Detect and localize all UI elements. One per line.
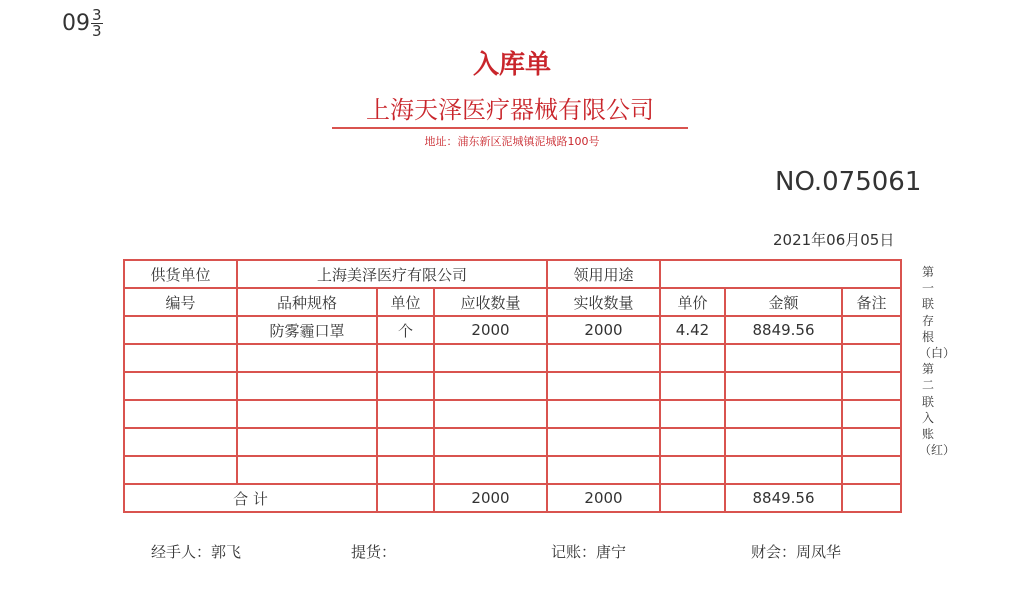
cell-actual-qty: 2000	[547, 316, 660, 344]
cell-spec: 防雾霾口罩	[237, 316, 377, 344]
usage-value	[660, 260, 901, 288]
total-note	[842, 484, 901, 512]
code-numerator: 3	[92, 6, 102, 24]
cell-amount	[725, 428, 842, 456]
cell-amount	[725, 344, 842, 372]
cell-expected-qty	[434, 400, 547, 428]
total-amount: 8849.56	[725, 484, 842, 512]
cell-amount	[725, 372, 842, 400]
cell-spec	[237, 428, 377, 456]
cell-actual-qty	[547, 400, 660, 428]
total-actual-qty: 2000	[547, 484, 660, 512]
header-row	[124, 288, 901, 316]
table-row	[124, 400, 901, 428]
cell-price	[660, 400, 725, 428]
cell-note	[842, 456, 901, 484]
handler-signature: 经手人：郭飞	[151, 543, 242, 561]
cell-unit	[377, 372, 434, 400]
col-header-spec: 品种规格	[237, 288, 377, 316]
cell-note	[842, 428, 901, 456]
cell-amount	[725, 400, 842, 428]
cell-price	[660, 456, 725, 484]
cell-number	[124, 400, 237, 428]
cell-spec	[237, 400, 377, 428]
cell-expected-qty	[434, 456, 547, 484]
col-header-expected-qty: 应收数量	[434, 288, 547, 316]
code-denominator: 3	[92, 22, 102, 40]
supplier-row	[124, 260, 901, 288]
supplier-label: 供货单位	[124, 260, 237, 288]
cell-unit	[377, 344, 434, 372]
total-label: 合 计	[124, 484, 377, 512]
cell-price	[660, 344, 725, 372]
cell-actual-qty	[547, 456, 660, 484]
table-row	[124, 344, 901, 372]
cell-expected-qty	[434, 372, 547, 400]
col-header-unit: 单位	[377, 288, 434, 316]
cell-note	[842, 344, 901, 372]
cell-number	[124, 428, 237, 456]
cell-price	[660, 372, 725, 400]
cell-number	[124, 456, 237, 484]
cell-expected-qty	[434, 428, 547, 456]
code-fraction	[91, 8, 103, 39]
table-row	[124, 456, 901, 484]
cell-unit	[377, 456, 434, 484]
receipt-table	[123, 259, 902, 513]
cell-actual-qty	[547, 428, 660, 456]
cell-note	[842, 316, 901, 344]
cell-spec	[237, 456, 377, 484]
company-address: 地址：浦东新区泥城镇泥城路100号	[424, 135, 600, 148]
table-row	[124, 428, 901, 456]
copy-note: 第一联存根（白）第二联入账（红）	[919, 265, 956, 458]
cell-actual-qty	[547, 344, 660, 372]
document-date: 2021年06月05日	[773, 231, 895, 249]
cell-number	[124, 316, 237, 344]
page-title: 入库单	[472, 50, 551, 80]
cell-price: 4.42	[660, 316, 725, 344]
cell-expected-qty: 2000	[434, 316, 547, 344]
cell-amount	[725, 456, 842, 484]
accountant-signature: 财会：周凤华	[751, 543, 842, 561]
document-number: NO.075061	[775, 167, 922, 197]
cell-number	[124, 372, 237, 400]
cell-number	[124, 344, 237, 372]
cell-note	[842, 400, 901, 428]
cell-expected-qty	[434, 344, 547, 372]
table-row	[124, 316, 901, 344]
supplier-value: 上海美泽医疗有限公司	[237, 260, 547, 288]
usage-label: 领用用途	[547, 260, 660, 288]
col-header-number: 编号	[124, 288, 237, 316]
total-expected-qty: 2000	[434, 484, 547, 512]
cell-unit	[377, 428, 434, 456]
col-header-amount: 金额	[725, 288, 842, 316]
cell-spec	[237, 372, 377, 400]
cell-actual-qty	[547, 372, 660, 400]
bookkeeper-signature: 记账：唐宁	[551, 543, 627, 561]
cell-note	[842, 372, 901, 400]
pickup-signature: 提货：	[351, 543, 397, 561]
cell-unit	[377, 400, 434, 428]
col-header-actual-qty: 实收数量	[547, 288, 660, 316]
document-code	[62, 8, 103, 39]
cell-price	[660, 428, 725, 456]
total-price	[660, 484, 725, 512]
cell-amount: 8849.56	[725, 316, 842, 344]
total-unit	[377, 484, 434, 512]
col-header-note: 备注	[842, 288, 901, 316]
cell-spec	[237, 344, 377, 372]
company-name: 上海天泽医疗器械有限公司	[332, 90, 688, 129]
table-row	[124, 372, 901, 400]
code-prefix: 09	[62, 11, 90, 36]
col-header-price: 单价	[660, 288, 725, 316]
cell-unit: 个	[377, 316, 434, 344]
total-row	[124, 484, 901, 512]
